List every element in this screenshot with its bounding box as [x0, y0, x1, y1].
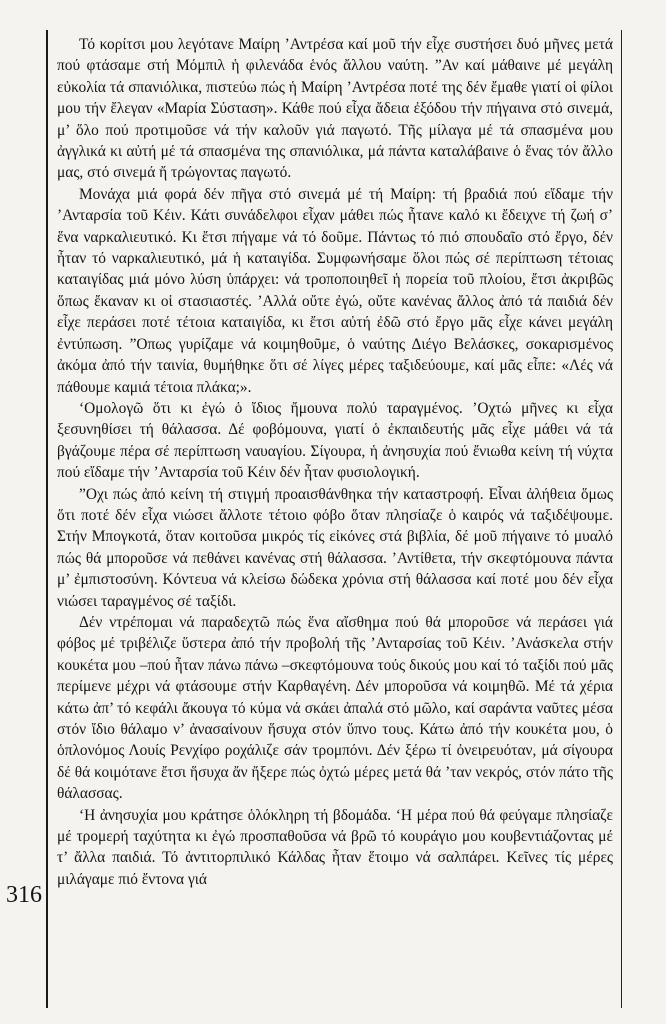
body-text	[57, 34, 613, 890]
right-margin-rule	[621, 30, 622, 1008]
paragraph-5: Δέν ντρέπομαι νά παραδεχτῶ πώς ἕνα αἴσθημα πού θά μποροῦσε νά περάσει γιά φόβος μέ τριβέλιζε ὕστερα ἀπό τήν προβολή τῆς ’Ανταρσίας τοῦ Κέιν. ’Ανάσκελα στήν κουκέτα μου –πού ἦταν πάνω πάνω –σκεφτόμουνα τούς δικούς μου καί τό ταξίδι πού μᾶς περίμενε μέχρι νά φτάσουμε στήν Καρθαγένη. Δέν μποροῦσα νά κοιμηθῶ. Μέ τά χέρια κάτω ἀπ’ τό κεφάλι ἄκουγα τό κύμα νά σκάει ἀπαλά στό μῶλο, καί σαράντα ναῦτες μέσα στόν ἴδιο θάλαμο ν’ ἀνασαίνουν ἥσυχα στόν ὕπνο τους. Κάτω ἀπό τήν κουκέτα μου, ὁ ὁπλονόμος Λουίς Ρενχίφο ροχάλιζε σάν τρομπόνι. Δέν ξέρω τί ὀνειρευόταν, μά σίγουρα δέ θά κοιμότανε ἔτσι ἥσυχα ἄν ἤξερε πώς ὀχτώ μέρες μετά θά ’ταν νεκρός, στόν πάτο τῆς θάλασσας.	[57, 613, 613, 803]
page-number: 316	[6, 882, 42, 908]
paragraph-4: ”Οχι πώς ἀπό κείνη τή στιγμή προαισθάνθηκα τήν καταστροφή. Εἶναι ἀλήθεια ὅμως ὅτι ποτέ δέν εἶχα νιώσει ἄλλοτε τέτοιο φόβο ὅταν πλησίαζε ὁ καιρός νά ταξιδέψουμε. Στήν Μπογκοτά, ὅταν κοιτοῦσα μικρός τίς εἰκόνες στά βιβλία, δέ μοῦ πήγαινε τό μυαλό πώς θά μποροῦσε νά πεθάνει κανένας στή θάλασσα. ’Αντίθετα, τήν σκεφτόμουνα πάντα μ’ ἐμπιστοσύνη. Κόντευα νά κλείσω δώδεκα χρόνια στή θάλασσα καί ποτέ μου δέν εἶχα νιώσει ταραγμένος σέ ταξίδι.	[57, 485, 613, 610]
left-margin-rule	[46, 30, 48, 1008]
paragraph-2: Μονάχα μιά φορά δέν πῆγα στό σινεμά μέ τή Μαίρη: τή βραδιά πού εἴδαμε τήν ’Ανταρσία τοῦ Κέιν. Κάτι συνάδελφοι εἶχαν μάθει πώς ἦτανε καλό κι ἔδειχνε τή ζωή σ’ ἕνα ναρκαλιευτικό. Κι ἔτσι πήγαμε νά τό δοῦμε. Πάντως τό πιό σπουδαῖο στό ἔργο, δέν ἦταν τό ναρκαλιευτικό, μά ἡ καταιγίδα. Συμφωνήσαμε ὅλοι πώς σέ περίπτωση τέτοιας καταιγίδας μιά μόνο λύση ὑπάρχει: νά τροποποιηθεῖ ἡ πορεία τοῦ πλοίου, ἔτσι ἀκριβῶς ὅπως ἔκαναν κι οἱ στασιαστές. ’Αλλά οὔτε ἐγώ, οὔτε κανένας ἄλλος ἀπό τά παιδιά δέν εἶχε περάσει ποτέ τέτοια καταιγίδα, κι ἔτσι αὐτή ἐδῶ στό ἔργο μᾶς εἶχε κάνει μεγάλη ἐντύπωση. ”Οπως γυρίζαμε νά κοιμηθοῦμε, ὁ ναύτης Διέγο Βελάσκες, σοκαρισμένος ἀκόμα ἀπό τήν ταινία, θυμήθηκε ὅτι σέ λίγες μέρες ταξιδεύουμε, καί μᾶς εἶπε: «Λές νά πάθουμε καμιά τέτοια πλάκα;».	[57, 185, 613, 396]
paragraph-1: Τό κορίτσι μου λεγότανε Μαίρη ’Αντρέσα καί μοῦ τήν εἶχε συστήσει δυό μῆνες μετά πού φτάσαμε στή Μόμπιλ ἡ φιλενάδα ἑνός ἄλλου ναύτη. ”Αν καί μάθαινε μέ μεγάλη εὐκολία τά σπανιόλικα, πιστεύω πώς ἡ Μαίρη ’Αντρέσα ποτέ της δέν ἔμαθε γιατί οἱ φίλοι μου τήν ἔλεγαν «Μαρία Σύσταση». Κάθε πού εἶχα ἄδεια ἐξόδου τήν πήγαινα στό σινεμά, μ’ ὅλο πού προτιμοῦσε νά τήν καλοῦν γιά παγωτό. Τῆς μίλαγα μέ τά σπασμένα μου ἀγγλικά κι αὐτή μέ τά σπασμένα της σπανιόλικα, μά πάντα καταλάβαινε ὁ ἕνας τόν ἄλλο μας, στό σινεμά ἤ τρώγοντας παγωτό.	[57, 36, 613, 182]
paragraph-3: ‘Ομολογῶ ὅτι κι ἐγώ ὁ ἴδιος ἤμουνα πολύ ταραγμένος. ’Οχτώ μῆνες κι εἶχα ξεσυνηθίσει τή θάλασσα. Δέ φοβόμουνα, γιατί ὁ ἐκπαιδευτής μᾶς εἶχε μάθει νά τά βγάζουμε πέρα σέ περίπτωση ναυαγίου. Σίγουρα, ἡ ἀνησυχία πού ἔνιωθα κείνη τή νύχτα πού εἴδαμε τήν ’Ανταρσία τοῦ Κέιν δέν ἦταν φυσιολογική.	[57, 399, 613, 482]
paragraph-6: ‘Η ἀνησυχία μου κράτησε ὁλόκληρη τή βδομάδα. ‘Η μέρα πού θά φεύγαμε πλησίαζε μέ τρομερή ταχύτητα κι ἐγώ προσπαθοῦσα νά βρῶ τό κουράγιο μου κουβεντιάζοντας μέ τ’ ἄλλα παιδιά. Τό ἀντιτορπιλικό Κάλδας ἦταν ἕτοιμο νά σαλπάρει. Κεῖνες τίς μέρες μιλάγαμε πιό ἔντονα γιά	[57, 806, 613, 888]
